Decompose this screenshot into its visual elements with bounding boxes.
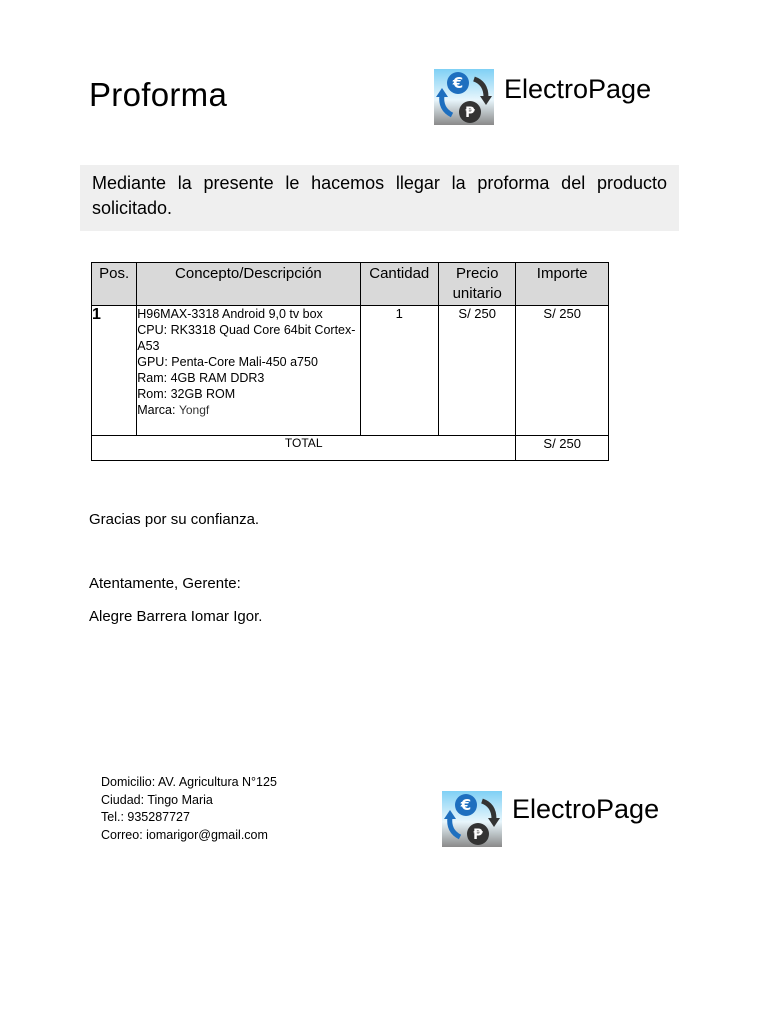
row-description (137, 306, 360, 436)
contact-address: Domicilio: AV. Agricultura N°125 (101, 775, 277, 789)
desc-brand (137, 402, 359, 418)
brand-logo-footer (442, 791, 659, 847)
svg-text:₱: ₱ (473, 827, 483, 843)
svg-text:€: € (452, 74, 464, 92)
brand-value: Yongf (178, 403, 210, 417)
svg-text:€: € (460, 796, 472, 814)
desc-line: Ram: 4GB RAM DDR3 (137, 371, 265, 385)
intro-text: Mediante la presente le hacemos llegar la proforma del producto solicitado. (80, 165, 679, 231)
row-pos: 1 (92, 306, 137, 436)
manager-name: Alegre Barrera Iomar Igor. (89, 608, 263, 625)
desc-line: H96MAX-3318 Android 9,0 tv box (137, 307, 323, 321)
header-quantity: Cantidad (360, 263, 438, 306)
contact-city: Ciudad: Tingo Maria (101, 792, 213, 807)
brand-logo-header (434, 69, 651, 125)
desc-line: CPU: RK3318 Quad Core 64bit Cortex-A53 (137, 323, 356, 353)
proforma-table (91, 262, 609, 461)
header-amount: Importe (516, 263, 609, 306)
contact-email: Correo: iomarigor@gmail.com (101, 827, 268, 842)
header-pos: Pos. (92, 263, 137, 306)
total-value: S/ 250 (516, 436, 609, 461)
row-quantity: 1 (360, 306, 438, 436)
contact-block (101, 774, 277, 844)
regards-text: Atentamente, Gerente: (89, 575, 241, 592)
header-description: Concepto/Descripción (137, 263, 360, 306)
currency-exchange-icon (434, 69, 494, 125)
brand-name: ElectroPage (504, 73, 652, 104)
page-title: Proforma (89, 76, 228, 113)
currency-exchange-icon (442, 791, 502, 847)
header-unit-price: Precio unitario (438, 263, 515, 306)
row-unit-price: S/ 250 (438, 306, 515, 436)
total-row (92, 436, 609, 461)
table-header-row (92, 263, 609, 306)
svg-text:₱: ₱ (465, 105, 475, 121)
desc-line: Rom: 32GB ROM (137, 387, 236, 401)
row-amount: S/ 250 (516, 306, 609, 436)
desc-line: GPU: Penta-Core Mali-450 a750 (137, 355, 318, 369)
brand-label: Marca: (137, 403, 176, 417)
total-label: TOTAL (92, 436, 516, 461)
contact-phone: Tel.: 935287727 (101, 810, 190, 824)
brand-name: ElectroPage (512, 793, 660, 824)
table-row (92, 306, 609, 436)
thanks-text: Gracias por su confianza. (89, 511, 260, 528)
